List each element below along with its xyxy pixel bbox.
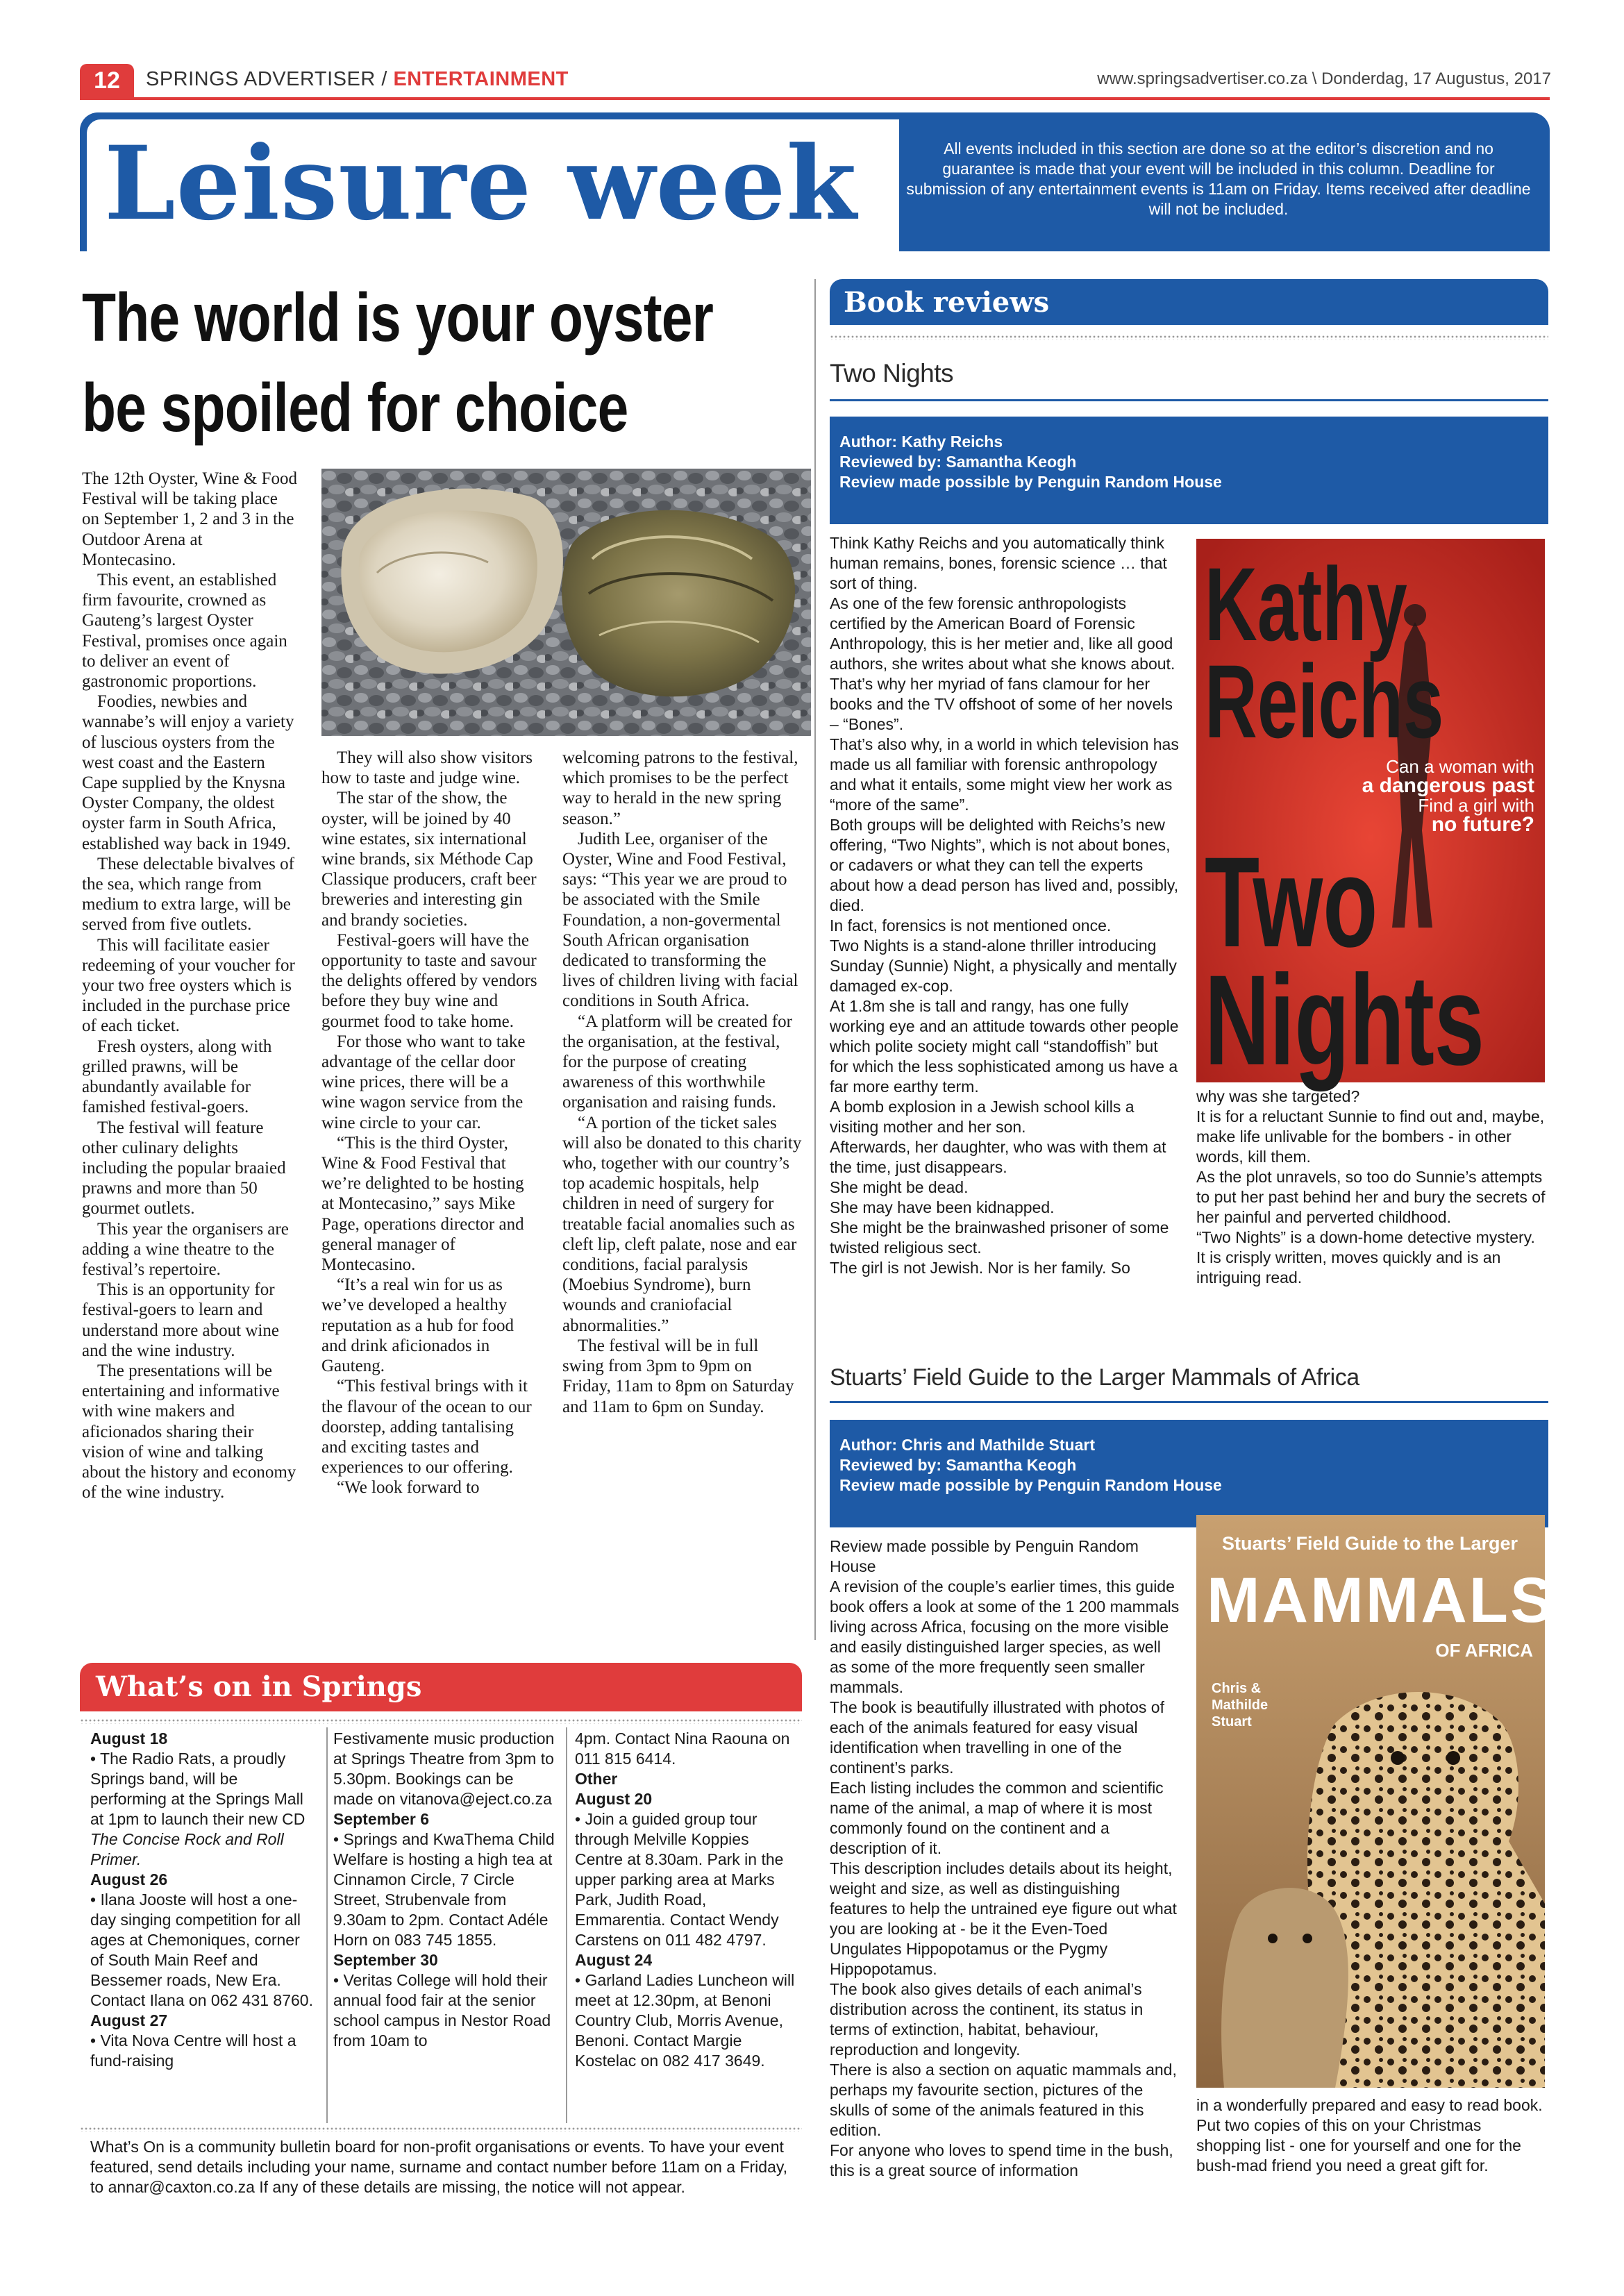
paragraph: This description includes details about its height, weight and size, as well as distinguishing features to help the untrained eye figure out what you are looking at - be it the Even-Toed Ungulates Hippopotamus or the Pygmy Hippopotamus.: [830, 1859, 1177, 1978]
review2-author: Author: Chris and Mathilde Stuart: [839, 1436, 1095, 1454]
article-headline-line2: be spoiled for choice: [82, 369, 628, 446]
paragraph: Review made possible by Penguin Random House: [830, 1537, 1139, 1575]
header-rule: [80, 97, 1550, 100]
paragraph: The book also gives details of each animal’s distribution across the continent, its status in terms of extinction, habitat, behaviour, reproduction and longevity.: [830, 1980, 1144, 2059]
dotted-rule: [830, 335, 1548, 340]
cover2-title: MAMMALS: [1207, 1565, 1555, 1636]
event-date: August 27: [90, 2011, 168, 2029]
paragraph: The presentations will be entertaining and informative with wine makers and aficionados sharing their vision of wine and talking about the history and economy of the wine industry.: [82, 1361, 296, 1502]
paragraph: That’s also why, in a world in which television has made us all familiar with forensic anthropology and what it entails, some might view her work as “more of the same”.: [830, 735, 1179, 814]
event-text: • The Radio Rats, a proudly Springs band, will be performing at the Springs Mall at 1pm to launch their new CD: [90, 1750, 305, 1828]
banner-title: Leisure week: [104, 124, 857, 243]
cover2-author-2: Mathilde: [1212, 1698, 1269, 1713]
paragraph: She may have been kidnapped.: [830, 1198, 1055, 1216]
paragraph: Fresh oysters, along with grilled prawns, will be abundantly available for famished festival-goers.: [82, 1037, 272, 1117]
paragraph: “A platform will be created for the organisation, at the festival, for the purpose of creating awareness of this worthwhile organisation and raising funds.: [562, 1012, 792, 1112]
review2-col2: [1196, 2095, 1547, 2176]
paragraph: It is crisply written, moves quickly and is an intriguing read.: [1196, 1248, 1501, 1287]
whats-on-col2: [333, 1729, 555, 2051]
book-reviews-title: Book reviews: [844, 286, 1050, 319]
event-listing: • Ilana Jooste will host a one-day singing competition for all ages at Chemoniques, corner of South Main Reef and Bessemer roads, New Era. Contact Ilana on 062 431 8760.: [90, 1891, 313, 2009]
event-listing: • Springs and KwaThema Child Welfare is hosting a high tea at Cinnamon Circle, 7 Circle Street, Strubenvale from 9.30am to 2pm. Contact Adéle Horn on 083 745 1855.: [333, 1830, 555, 1949]
paragraph: This is an opportunity for festival-goers to learn and understand more about wine and the wine industry.: [82, 1280, 279, 1360]
paragraph: For anyone who loves to spend time in the bush, this is a great source of information: [830, 2141, 1173, 2179]
event-listing: • Garland Ladies Luncheon will meet at 12.30pm, at Benoni Country Club, Morris Avenue, Benoni. Contact Margie Kostelac on 082 417 3649.: [575, 1971, 795, 2070]
paragraph: A bomb explosion in a Jewish school kills a visiting mother and her son.: [830, 1098, 1135, 1136]
event-listing: • Vita Nova Centre will host a fund-raising: [90, 2031, 296, 2070]
paragraph: The girl is not Jewish. Nor is her family. So: [830, 1259, 1130, 1277]
title-rule: [830, 1401, 1548, 1403]
review1-col1: [830, 533, 1180, 1278]
event-listing: • Join a guided group tour through Melville Koppies Centre at 8.30am. Park in the upper parking area at Marks Park, Judith Road, Emmarentia. Contact Wendy Carstens on 011 482 4797.: [575, 1810, 784, 1949]
review1-title: Two Nights: [830, 359, 954, 387]
event-date: August 26: [90, 1870, 168, 1888]
column-divider: [566, 1727, 567, 2123]
paragraph: Foodies, newbies and wannabe’s will enjoy a variety of luscious oysters from the west coast and the Eastern Cape supplied by the Knysna Oyster Company, the oldest oyster farm in South Africa, established way back in 1949.: [82, 692, 294, 853]
event-date: Other: [575, 1770, 618, 1788]
review2-reviewer: Reviewed by: Samantha Keogh: [839, 1456, 1077, 1474]
cover2-series: Stuarts’ Field Guide to the Larger: [1221, 1533, 1518, 1554]
dotted-rule: [80, 2127, 802, 2132]
review1-reviewer: Reviewed by: Samantha Keogh: [839, 453, 1077, 471]
review2-credits: [830, 1420, 1548, 1527]
review1-author: Author: Kathy Reichs: [839, 433, 1003, 451]
cover2-author-3: Stuart: [1212, 1714, 1252, 1729]
review2-courtesy: Review made possible by Penguin Random House: [839, 1476, 1222, 1494]
paragraph: She might be the brainwashed prisoner of some twisted religious sect.: [830, 1218, 1169, 1257]
whats-on-title: What’s on in Springs: [96, 1670, 422, 1703]
paragraph: “Two Nights” is a down-home detective mystery.: [1196, 1228, 1535, 1246]
banner-disclaimer: All events included in this section are done so at the editor’s discretion and no guarantee is made that your event will be included in this column. Deadline for submission of any entertainment events is 11am on Friday. Items received after deadline will not be included.: [906, 140, 1531, 218]
cover2-subtitle: OF AFRICA: [1435, 1640, 1533, 1661]
paragraph: It is for a reluctant Sunnie to find out and, maybe, make life unlivable for the bombers - in other words, kill them.: [1196, 1107, 1545, 1166]
event-date: September 6: [333, 1810, 430, 1828]
paragraph: As the plot unravels, so too do Sunnie’s attempts to put her past behind her and bury the secrets of her painful and perverted childhood.: [1196, 1168, 1546, 1226]
paragraph: For those who want to take advantage of the cellar door wine prices, there will be a wine wagon service from the wine circle to your car.: [321, 1032, 526, 1132]
review2-col1: [830, 1536, 1180, 2181]
event-date: September 30: [333, 1951, 438, 1969]
dotted-rule: [80, 1718, 802, 1724]
paragraph: A revision of the couple’s earlier times, this guide book offers a look at some of the 1 200 mammals living across Africa, focusing on the more visible and easily distinguished larger species, as well as some of the more frequently seen smaller mammals.: [830, 1577, 1180, 1696]
cover-author-line2: Reichs: [1205, 643, 1444, 760]
paragraph: Put two copies of this on your Christmas shopping list - one for yourself and one for the bush-mad friend you need a great gift for.: [1196, 2116, 1521, 2175]
paragraph: “This is the third Oyster, Wine & Food Festival that we’re delighted to be hosting at Montecasino,” says Mike Page, operations director and general manager of Montecasino.: [321, 1133, 524, 1275]
paragraph: This year the organisers are adding a wine theatre to the festival’s repertoire.: [82, 1219, 289, 1279]
event-listing: • Veritas College will hold their annual food fair at the senior school campus in Nestor Road from 10am to: [333, 1971, 551, 2050]
title-rule: [830, 399, 1548, 401]
cover-tagline-4: no future?: [1431, 813, 1534, 836]
paragraph: In fact, forensics is not mentioned once.: [830, 916, 1112, 935]
paragraph: “We look forward to: [337, 1478, 480, 1498]
review1-courtesy: Review made possible by Penguin Random House: [839, 473, 1222, 491]
paragraph: These delectable bivalves of the sea, which range from medium to extra large, will be served from five outlets.: [82, 854, 294, 935]
paragraph: This will facilitate easier redeeming of your voucher for your two free oysters which is included in the purchase price of each ticket.: [82, 935, 295, 1036]
paragraph: Afterwards, her daughter, who was with them at the time, just disappears.: [830, 1138, 1166, 1176]
column-divider: [326, 1727, 328, 2123]
paragraph: The festival will be in full swing from 3pm to 9pm on Friday, 11am to 8pm on Saturday and 11am to 6pm on Sunday.: [562, 1336, 794, 1416]
paragraph: why was she targeted?: [1196, 1087, 1360, 1105]
cover2-author-1: Chris &: [1212, 1681, 1262, 1696]
event-date: August 20: [575, 1790, 653, 1808]
cover-tagline-3: Find a girl with: [1418, 795, 1534, 816]
paragraph: “A portion of the ticket sales will also be donated to this charity who, together with our country’s top academic hospitals, help children in need of surgery for treatable facial anomalies such as cleft lip, cleft palate, nose and ear conditions, facial paralysis (Moebius Syndrome), burn wounds and craniofacial abnormalities.”: [562, 1113, 802, 1335]
oyster-article-col3: [562, 748, 802, 1417]
page-number: 12: [80, 64, 134, 97]
cover-title-line1: Two: [1205, 831, 1378, 974]
cover-title-line2: Nights: [1205, 949, 1484, 1092]
paragraph: “This festival brings with it the flavour of the ocean to our doorstep, adding tantalising and exciting tastes and experiences to our offering.: [321, 1377, 532, 1477]
section-name: ENTERTAINMENT: [393, 68, 569, 90]
paragraph: The festival will feature other culinary delights including the popular braaied prawns and more than 50 gourmet outlets.: [82, 1118, 286, 1218]
paragraph: Festival-goers will have the opportunity to taste and savour the delights offered by vendors before they buy wine and gourmet food to take home.: [321, 930, 537, 1031]
cover-author-line1: Kathy: [1205, 546, 1407, 662]
cd-title: The Concise Rock and Roll Primer.: [90, 1830, 284, 1868]
event-listing: [90, 1749, 316, 1870]
paragraph: She might be dead.: [830, 1178, 969, 1196]
paragraph: At 1.8m she is tall and rangy, has one fully working eye and an attitude towards other people which polite society might call “standoffish” but for which the less sophisticated among us have a far more earthy term.: [830, 997, 1179, 1096]
review1-credits: [830, 417, 1548, 524]
cover-tagline-2: a dangerous past: [1362, 774, 1534, 797]
review1-col2: [1196, 1087, 1547, 1288]
paragraph: Think Kathy Reichs and you automatically think human remains, bones, forensic science … that sort of thing.: [830, 534, 1167, 592]
paragraph: “It’s a real win for us as we’ve developed a healthy reputation as a hub for food and drink aficionados in Gauteng.: [321, 1275, 514, 1376]
paragraph: As one of the few forensic anthropologists certified by the American Board of Forensic Anthropology, this is her metier and, like all good authors, she writes about what she knows about.: [830, 594, 1175, 673]
oyster-article-col2: [321, 748, 538, 1498]
website-dateline[interactable]: www.springsadvertiser.co.za \ Donderdag, 17 Augustus, 2017: [1097, 69, 1551, 88]
article-headline-line1: The world is your oyster: [82, 279, 714, 355]
paragraph: The book is beautifully illustrated with photos of each of the animals featured for easy visual identification when travelling in one of the continent’s parks.: [830, 1698, 1164, 1777]
event-listing: 4pm. Contact Nina Raouna on 011 815 6414.: [575, 1729, 790, 1768]
cover-tagline: [1250, 757, 1534, 835]
section-label: [146, 64, 569, 94]
event-date: August 24: [575, 1951, 653, 1969]
paragraph: Two Nights is a stand-alone thriller introducing Sunday (Sunnie) Night, a physically and mentally damaged ex-cop.: [830, 937, 1177, 995]
whats-on-col1: [90, 1729, 316, 2071]
whats-on-footer: What’s On is a community bulletin board for non-profit organisations or events. To have your event featured, send details including your name, surname and contact number before 11am on a Friday, to annar@caxton.co.za If any of these details are missing, the notice will not appear.: [90, 2138, 788, 2196]
paragraph: The star of the show, the oyster, will be joined by 40 wine estates, six international wine brands, six Méthode Cap Classique producers, craft beer breweries and interesting gin and brandy societies.: [321, 789, 537, 930]
event-date: August 18: [90, 1729, 168, 1748]
paragraph: Both groups will be delighted with Reichs’s new offering, “Two Nights”, which is not about bones, or cadavers or what they can tell the experts about how a dead person has lived and, possibly, died.: [830, 816, 1179, 914]
paragraph: They will also show visitors how to taste and judge wine.: [321, 748, 533, 788]
paragraph: Each listing includes the common and scientific name of the animal, a map of where it is most commonly found on the continent and a description of it.: [830, 1779, 1164, 1857]
cover2-authors: [1212, 1680, 1268, 1730]
oyster-photo: [321, 469, 811, 736]
oyster-article-col1: [82, 469, 299, 1502]
paragraph: Judith Lee, organiser of the Oyster, Wine and Food Festival, says: “This year we are proud to be associated with the Smile Foundation, a non-govermental South African organisation dedicated to transforming the lives of children living with facial conditions in South Africa.: [562, 829, 798, 1011]
review2-title: Stuarts’ Field Guide to the Larger Mammals of Africa: [830, 1364, 1359, 1391]
publication-name: SPRINGS ADVERTISER /: [146, 68, 387, 90]
cover-tagline-1: Can a woman with: [1386, 756, 1534, 777]
event-listing: Festivamente music production at Springs Theatre from 3pm to 5.30pm. Bookings can be made on vitanova@eject.co.za: [333, 1729, 555, 1808]
paragraph: in a wonderfully prepared and easy to read book.: [1196, 2096, 1543, 2114]
column-divider: [814, 279, 816, 1640]
paragraph: This event, an established firm favourite, crowned as Gauteng’s largest Oyster Festival, promises once again to deliver an event of gastronomic proportions.: [82, 571, 287, 692]
whats-on-col3: [575, 1729, 801, 2071]
paragraph: That’s why her myriad of fans clamour for her books and the TV offshoot of some of her novels – “Bones”.: [830, 675, 1173, 733]
paragraph: welcoming patrons to the festival, which promises to be the perfect way to herald in the new spring season.”: [562, 748, 798, 828]
paragraph: There is also a section on aquatic mammals and, perhaps my favourite section, pictures of the skulls of some of the animals featured in this edition.: [830, 2061, 1177, 2139]
paragraph: The 12th Oyster, Wine & Food Festival will be taking place on September 1, 2 and 3 in the Outdoor Arena at Montecasino.: [82, 469, 297, 569]
